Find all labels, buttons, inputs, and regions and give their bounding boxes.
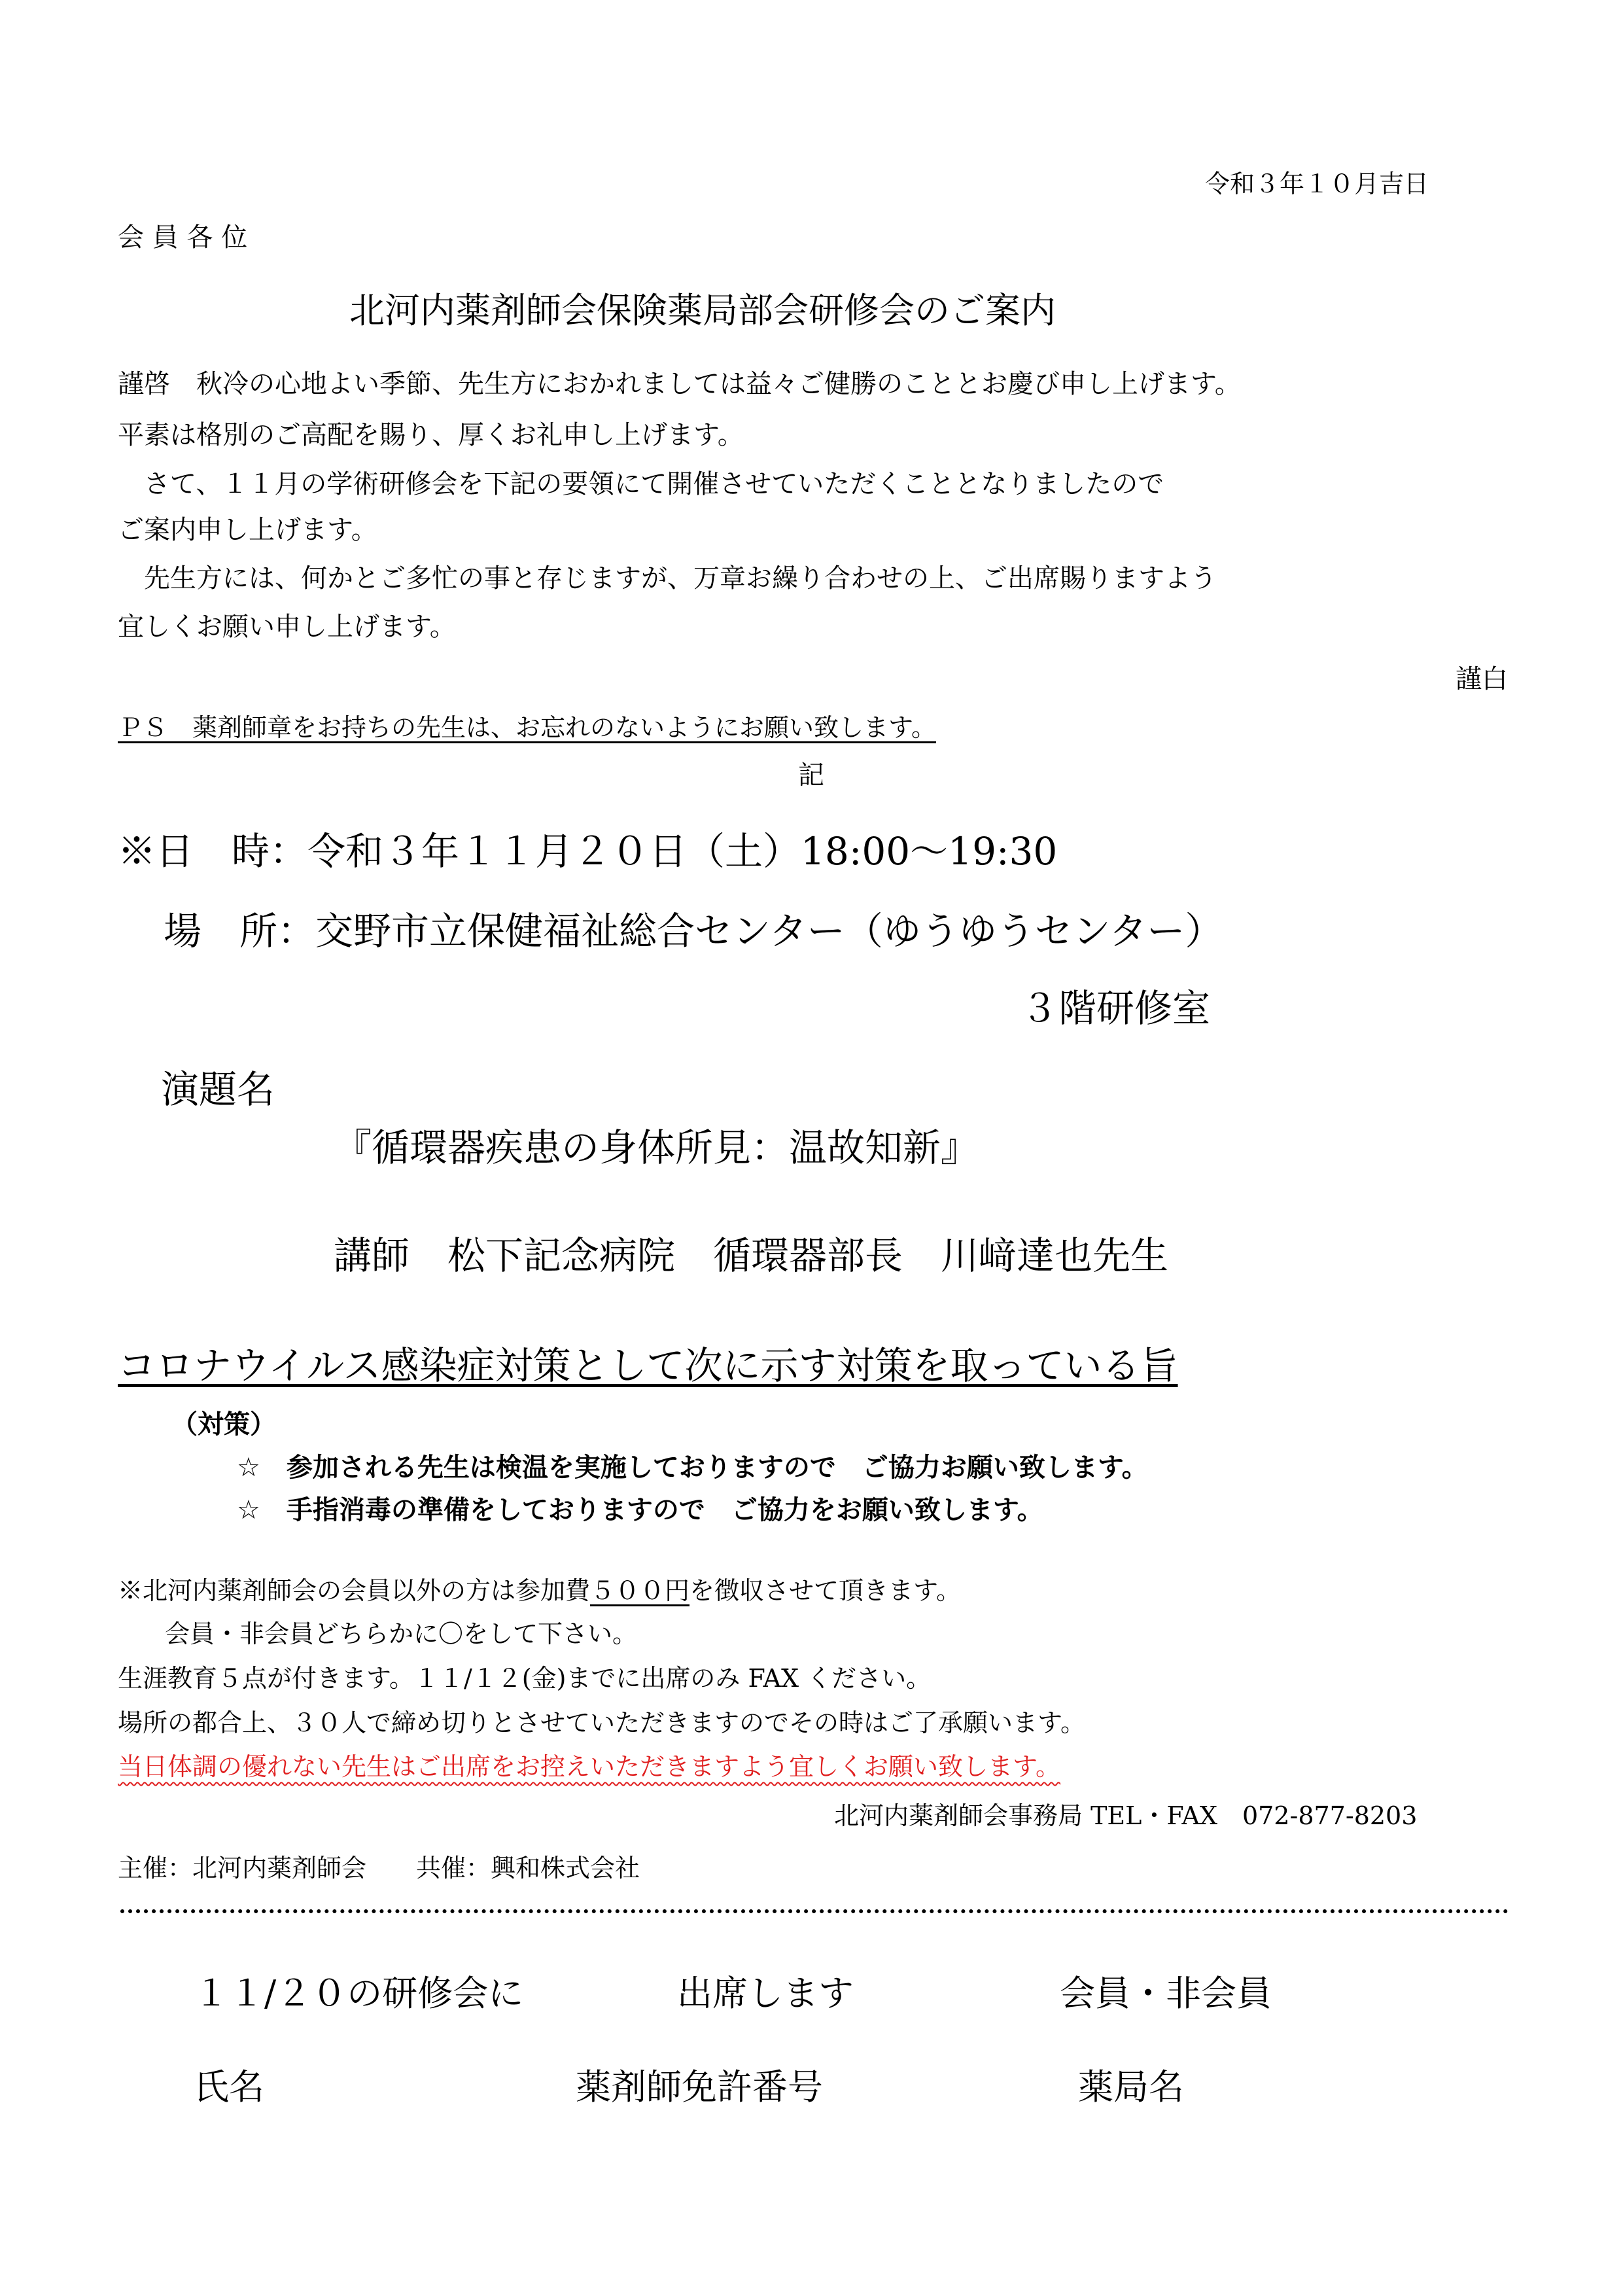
page-title: 北河内薬剤師会保険薬局部会研修会のご案内 — [349, 290, 1056, 331]
topic-label: 演題名 — [161, 1067, 275, 1112]
ki-mark: 記 — [798, 760, 824, 790]
issue-date: 令和３年１０月吉日 — [1205, 169, 1429, 198]
form-event: １１/２０の研修会に — [194, 1973, 524, 2014]
form-name-label: 氏名 — [194, 2066, 264, 2108]
fee-amount: ５００円 — [590, 1576, 690, 1605]
form-member-choice[interactable]: 会員・非会員 — [1060, 1973, 1272, 2014]
place-value: 交野市立保健福祉総合センター（ゆうゆうセンター） — [315, 909, 1223, 953]
circle-note: 会員・非会員どちらかに〇をして下さい。 — [165, 1619, 638, 1648]
letter-line-2: 平素は格別のご高配を賜り、厚くお礼申し上げます。 — [118, 420, 744, 450]
letter-line-1: 謹啓 秋冷の心地よい季節、先生方におかれましては益々ご健勝のこととお慶び申し上げます。 — [118, 369, 1241, 399]
place-room: ３階研修室 — [1021, 986, 1211, 1031]
credit-note: 生涯教育５点が付きます。１１/１２(金)までに出席のみ FAX ください。 — [118, 1664, 932, 1693]
form-license-label: 薬剤師免許番号 — [576, 2066, 823, 2108]
place-row — [164, 909, 1223, 953]
addressee: 会 員 各 位 — [118, 222, 248, 253]
letter-line-5: 先生方には、何かとご多忙の事と存じますが、万章お繰り合わせの上、ご出席賜りますよう — [118, 563, 1217, 593]
ps-note: ＰＳ 薬剤師章をお持ちの先生は、お忘れのないようにお願い致します。 — [118, 713, 936, 742]
fee-post: を徴収させて頂きます。 — [689, 1576, 961, 1605]
closing-kinpaku: 謹白 — [1456, 664, 1508, 694]
organizer-info: 主催：北河内薬剤師会 共催：興和株式会社 — [118, 1854, 640, 1882]
datetime-value: 令和３年１１月２０日（土）18:00～19:30 — [307, 829, 1058, 874]
datetime-label: ※日 時： — [118, 829, 308, 874]
letter-line-6: 宜しくお願い申し上げます。 — [118, 612, 456, 642]
limit-note: 場所の都合上、３０人で締め切りとさせていただきますのでその時はご了承願います。 — [118, 1708, 1085, 1737]
lecturer: 講師 松下記念病院 循環器部長 川﨑達也先生 — [334, 1233, 1169, 1278]
contact-info: 北河内薬剤師会事務局 TEL・FAX 072-877-8203 — [834, 1801, 1418, 1830]
covid-sub: （対策） — [171, 1409, 276, 1439]
datetime-row — [118, 829, 1058, 874]
covid-item-2: ☆ 手指消毒の準備をしておりますので ご協力をお願い致します。 — [237, 1495, 1043, 1525]
place-label: 場 所： — [164, 909, 316, 953]
dotted-separator — [120, 1909, 1509, 1913]
form-attend[interactable]: 出席します — [677, 1973, 854, 2014]
covid-item-1: ☆ 参加される先生は検温を実施しておりますので ご協力お願い致します。 — [237, 1453, 1148, 1483]
covid-heading: コロナウイルス感染症対策として次に示す対策を取っている旨 — [118, 1343, 1178, 1388]
topic-title: 『循環器疾患の身体所見：温故知新』 — [334, 1125, 979, 1170]
form-pharmacy-label: 薬局名 — [1078, 2066, 1184, 2108]
fee-pre: ※北河内薬剤師会の会員以外の方は参加費 — [118, 1576, 591, 1605]
letter-line-4: ご案内申し上げます。 — [118, 515, 377, 545]
letter-line-3: さて、１１月の学術研修会を下記の要領にて開催させていただくこととなりましたので — [118, 469, 1164, 499]
health-note: 当日体調の優れない先生はご出席をお控えいただきますよう宜しくお願い致します。 — [118, 1752, 1060, 1781]
fee-note — [118, 1578, 961, 1603]
